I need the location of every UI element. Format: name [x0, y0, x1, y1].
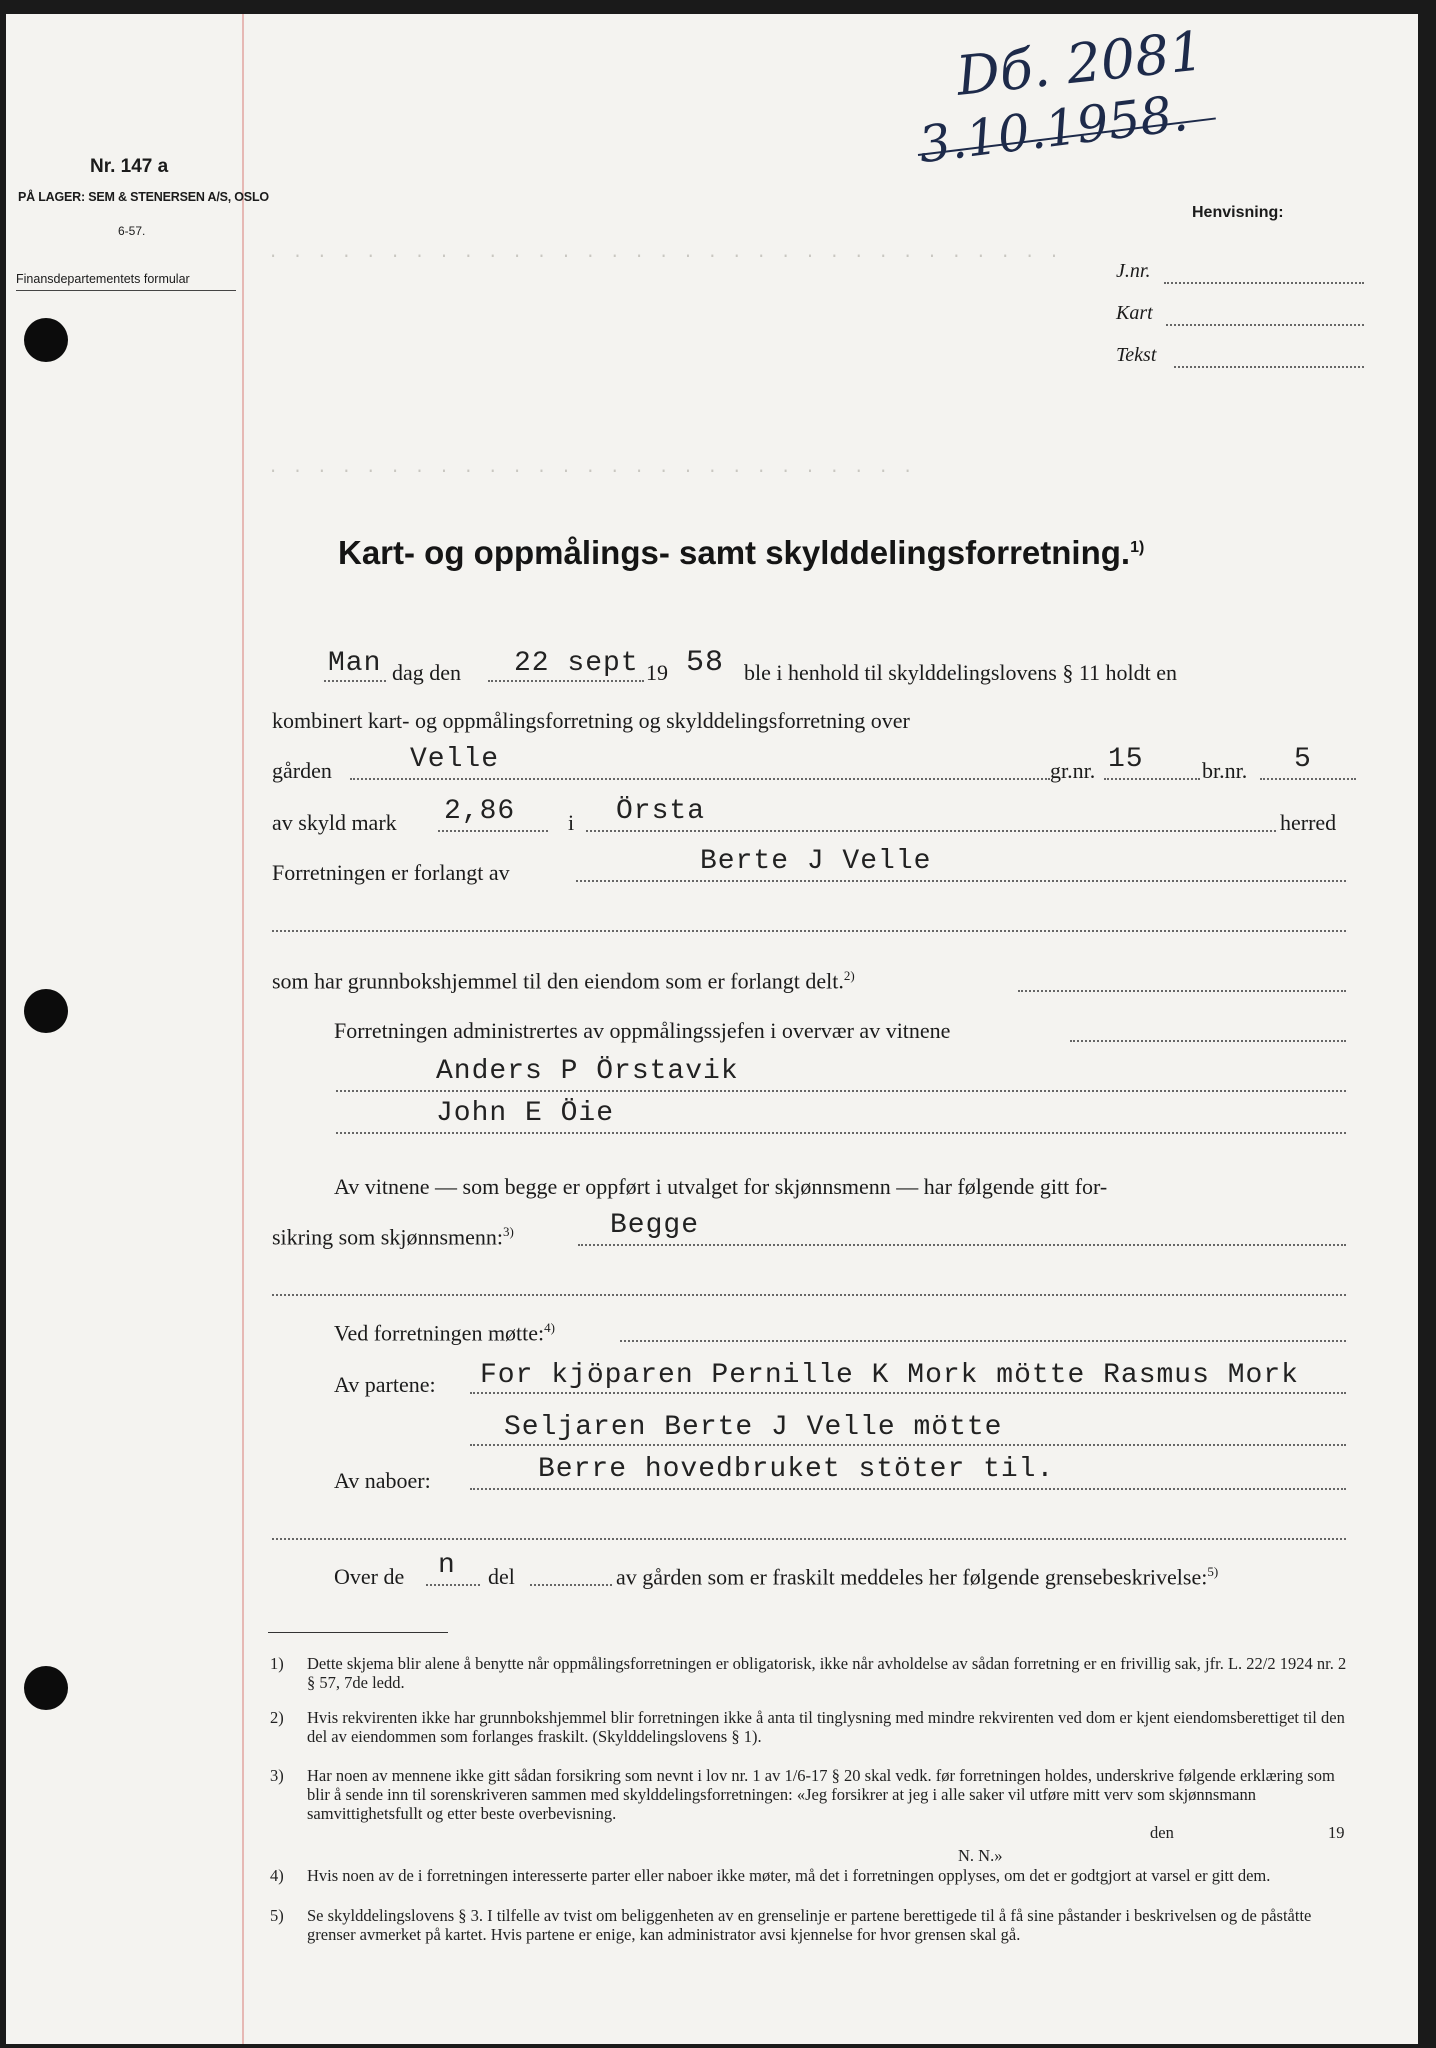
punch-hole	[24, 989, 68, 1033]
del-label: del	[488, 1564, 515, 1589]
partene-field-2[interactable]	[470, 1444, 1346, 1446]
brnr-label: br.nr.	[1202, 758, 1248, 783]
over-field[interactable]	[426, 1584, 480, 1586]
partene-line-1: For kjöparen Pernille K Mork mötte Rasmus Mork	[480, 1360, 1299, 1391]
combined-text: kombinert kart- og oppmålingsforretning og skylddelingsforretning over	[272, 708, 910, 733]
witness-1: Anders P Örstavik	[436, 1056, 739, 1087]
footnote-3-19: 19	[1328, 1823, 1345, 1842]
dag-den-label: dag den	[392, 660, 462, 685]
partene-label: Av partene:	[334, 1372, 436, 1397]
footnote-3-den: den	[1150, 1823, 1174, 1842]
i-label: i	[568, 810, 575, 835]
naboer-field[interactable]	[470, 1488, 1346, 1490]
partene-field-1[interactable]	[470, 1392, 1346, 1394]
reference-heading: Henvisning:	[1192, 204, 1284, 221]
margin-rule	[242, 14, 244, 2044]
administered-field[interactable]	[1070, 1040, 1346, 1042]
footnote-3: 3) Har noen av mennene ikke gitt sådan forsikring som nevnt i lov nr. 1 av 1/6-17 § 20 skal vedk. før forretningen holdes, underskrive følgende erklæring som blir å sende inn til sorenskriveren sammen med skylddelingsforretningen: «Jeg forsikrer at jeg i alle saker vil utføre mitt verv som skjønnsmann samvittighetsfullt og etter beste overbevisning. den 19 N. N.»	[270, 1766, 1345, 1865]
naboer-label: Av naboer:	[334, 1468, 431, 1493]
brnr-value: 5	[1294, 744, 1312, 775]
form-edition: 6-57.	[118, 224, 146, 238]
document-page	[6, 14, 1418, 2044]
kart-field[interactable]	[1166, 324, 1364, 326]
day-name: Man	[328, 648, 382, 679]
naboer-value: Berre hovedbruket stöter til.	[538, 1454, 1055, 1485]
forsikring-value: Begge	[610, 1210, 700, 1241]
naboer-field-extra[interactable]	[272, 1538, 1346, 1540]
brnr-field[interactable]	[1260, 778, 1356, 780]
department-name: Finansdepartementets formular	[16, 272, 190, 286]
hjemmel-field[interactable]	[1018, 990, 1346, 992]
partene-line-2: Seljaren Berte J Velle mötte	[504, 1412, 1003, 1443]
century-label: 19	[646, 660, 668, 685]
forsikring-field-extra[interactable]	[272, 1294, 1346, 1296]
tekst-label: Tekst	[1116, 344, 1157, 366]
punch-hole	[24, 318, 68, 362]
farm-name: Velle	[410, 744, 500, 775]
jnr-field[interactable]	[1164, 282, 1364, 284]
mote-label: Ved forretningen møtte:$^{4)}$	[334, 1320, 556, 1346]
del-field[interactable]	[530, 1584, 612, 1586]
herred-label: herred	[1280, 810, 1337, 835]
requested-value: Berte J Velle	[700, 846, 932, 877]
document-number: Dб. 2081	[953, 19, 1207, 108]
tekst-field[interactable]	[1174, 366, 1364, 368]
form-number: Nr. 147 a	[90, 156, 169, 177]
vitnene-text: Av vitnene — som begge er oppført i utvalget for skjønnsmenn — har følgende gitt for-	[334, 1174, 1108, 1199]
kart-label: Kart	[1116, 302, 1153, 324]
grnr-label: gr.nr.	[1050, 758, 1096, 783]
skyld-value: 2,86	[444, 796, 516, 827]
requested-field-extra[interactable]	[272, 930, 1346, 932]
date-line-text: ble i henhold til skylddelingslovens § 11 holdt en	[744, 660, 1178, 685]
forsikring-label: sikring som skjønnsmenn:$^{3)}$	[272, 1224, 514, 1250]
municipality-field[interactable]	[586, 830, 1276, 832]
witness-2-field[interactable]	[336, 1132, 1346, 1134]
registration-date: 3.10.1958.	[915, 83, 1191, 175]
punch-hole	[24, 1666, 68, 1710]
footnote-rule	[268, 1632, 448, 1633]
witness-2: John E Öie	[436, 1098, 615, 1129]
forsikring-field[interactable]	[578, 1244, 1346, 1246]
skyld-field[interactable]	[438, 830, 548, 832]
date-field[interactable]	[488, 680, 644, 682]
over-value: n	[438, 1550, 456, 1581]
hjemmel-text: som har grunnbokshjemmel til den eiendom som er forlangt delt.$^{2)}$	[272, 968, 855, 994]
skyld-label: av skyld mark	[272, 810, 397, 835]
jnr-label: J.nr.	[1116, 260, 1151, 282]
year-value: 58	[686, 646, 725, 680]
form-title: Kart- og oppmålings- samt skylddelingsforretning.$^{1)}$	[338, 534, 1145, 571]
footnote-1: 1) Dette skjema blir alene å benytte når oppmålingsforretningen er obligatorisk, ikke når avholdelse av sådan forretning er en frivillig sak, jfr. L. 22/2 1924 nr. 2 § 57, 7de ledd.	[270, 1654, 1347, 1692]
footnote-4: 4) Hvis noen av de i forretningen interesserte parter eller naboer ikke møter, må det i forretningen opplyses, om det er godtgjort at varsel er gitt dem.	[270, 1866, 1271, 1885]
witness-1-field[interactable]	[336, 1090, 1346, 1092]
requested-field[interactable]	[576, 880, 1346, 882]
administered-text: Forretningen administrertes av oppmålingssjefen i overvær av vitnene	[334, 1018, 951, 1043]
grnr-field[interactable]	[1104, 778, 1200, 780]
bleed-through-text: . . . . . . . . . . . . . . . . . . . . . . . . . . . . . . . . .	[268, 244, 1062, 263]
date-value: 22 sept	[514, 648, 639, 679]
grnr-value: 15	[1108, 744, 1144, 775]
supplier-line: PÅ LAGER: SEM & STENERSEN A/S, OSLO	[18, 190, 269, 204]
header-rule	[16, 290, 236, 291]
bleed-through-text: . . . . . . . . . . . . . . . . . . . . . . . . . . .	[268, 459, 915, 478]
grense-text: av gården som er fraskilt meddeles her følgende grensebeskrivelse:$^{5)}$	[616, 1564, 1219, 1590]
footnote-3-signature: N. N.»	[958, 1846, 1003, 1865]
over-label: Over de	[334, 1564, 405, 1589]
day-field[interactable]	[324, 680, 386, 682]
footnote-2: 2) Hvis rekvirenten ikke har grunnbokshjemmel blir forretningen ikke å anta til tinglysning med mindre rekvirenten ved dom er kjent eiendomsberettiget til den del av eiendommen som forlanges fraskilt. (Skylddelingslovens § 1).	[270, 1708, 1345, 1746]
mote-field[interactable]	[620, 1340, 1346, 1342]
municipality-value: Örsta	[616, 796, 706, 827]
footnote-5: 5) Se skylddelingslovens § 3. I tilfelle av tvist om beliggenheten av en grenselinje er partene berettigede til å få sine påstander i beskrivelsen og de påståtte grenser avmerket på kartet. Hvis partene er enige, kan administrator avsi kjennelse for hvor grensen skal gå.	[270, 1906, 1312, 1944]
farm-label: gården	[272, 758, 332, 783]
requested-label: Forretningen er forlangt av	[272, 860, 510, 885]
farm-field[interactable]	[350, 778, 1050, 780]
